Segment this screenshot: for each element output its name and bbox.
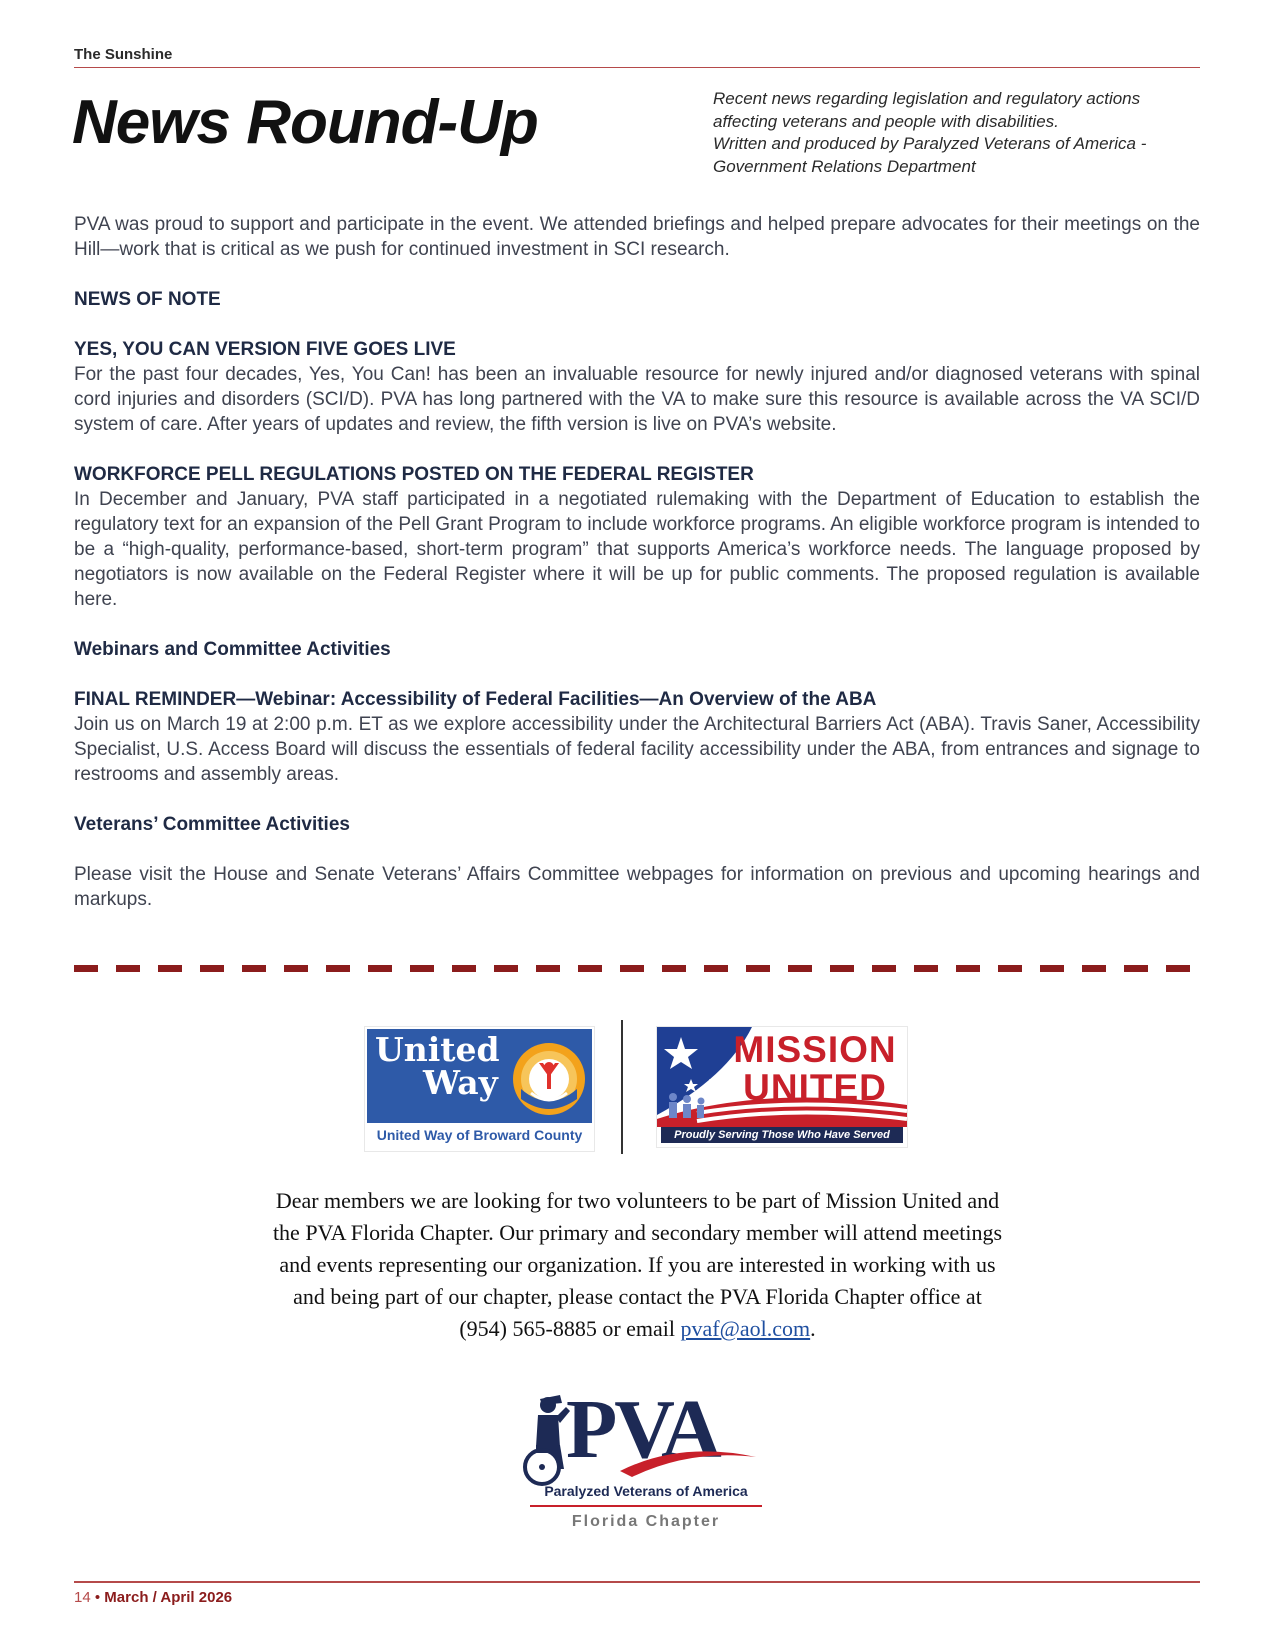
partner-logos xyxy=(364,1020,912,1154)
logo-divider xyxy=(621,1020,623,1154)
pva-chapter-name: Florida Chapter xyxy=(571,1513,721,1530)
running-head: The Sunshine xyxy=(74,46,1200,68)
pva-logo-rule xyxy=(530,1505,762,1507)
subtitle-line: Written and produced by Paralyzed Veterans of America - xyxy=(713,134,1147,153)
page-title: News Round-Up xyxy=(72,88,538,157)
notice-period: . xyxy=(810,1316,816,1341)
webinars-heading: Webinars and Committee Activities xyxy=(74,639,391,660)
united-way-line2: Way xyxy=(423,1063,498,1102)
webinar-item-body: Join us on March 19 at 2:00 p.m. ET as we explore accessibility under the Architectural Barriers Act (ABA). Travis Saner, Accessibility Specialist, U.S. Access Board will discuss the essentials of federal facility accessibility under the ABA, from entrances and signage to restrooms and assembly areas. xyxy=(74,714,1200,785)
united-way-county: United Way of Broward County xyxy=(376,1127,583,1143)
united-way-wordmark xyxy=(375,1030,500,1102)
mission-line2: UNITED xyxy=(743,1067,887,1108)
email-link[interactable]: pvaf@aol.com xyxy=(680,1316,811,1341)
mission-tagline: Proudly Serving Those Who Have Served xyxy=(661,1127,903,1143)
mission-line1: MISSION xyxy=(733,1029,897,1070)
united-way-emblem-icon xyxy=(509,1033,589,1119)
subtitle-line: affecting veterans and people with disabilities. xyxy=(713,111,1059,131)
news-item-body: In December and January, PVA staff participated in a negotiated rulemaking with the Department of Education to establish the regulatory text for an expansion of the Pell Grant Program to include workforce programs. An eligible workforce program is intended to be a “high-quality, performance-based, short-term program” that supports America’s workforce needs. The language proposed by negotiators is now available on the Federal Register where it will be up for public comments. The proposed regulation is available here. xyxy=(74,489,1200,610)
committee-heading: Veterans’ Committee Activities xyxy=(74,814,350,835)
united-way-logo xyxy=(364,1026,595,1152)
intro-paragraph: PVA was proud to support and participate in the event. We attended briefings and helped prepare advocates for their meetings on the Hill—work that is critical as we push for continued investment in SCI research. xyxy=(74,214,1200,260)
webinar-item-heading: FINAL REMINDER—Webinar: Accessibility of Federal Facilities—An Overview of the ABA xyxy=(74,689,877,710)
footer-separator: • xyxy=(94,1589,101,1606)
committee-body: Please visit the House and Senate Veterans’ Affairs Committee webpages for information on previous and upcoming hearings and markups. xyxy=(74,864,1200,910)
mission-united-wordmark xyxy=(727,1031,903,1107)
united-way-box xyxy=(367,1029,592,1123)
page-footer xyxy=(74,1589,232,1606)
pva-logo xyxy=(520,1385,760,1545)
notice-line: and events representing our organization. If you are interested in working with us xyxy=(279,1252,996,1277)
title-subtitle xyxy=(713,88,1203,178)
news-item-heading: YES, YOU CAN VERSION FIVE GOES LIVE xyxy=(74,339,456,360)
page-number: 14 xyxy=(74,1589,91,1606)
notice-contact-line xyxy=(200,1313,1075,1345)
issue-date: March / April 2026 xyxy=(104,1589,233,1606)
united-way-line1: United xyxy=(375,1030,500,1069)
notice-line: Dear members we are looking for two volunteers to be part of Mission United and xyxy=(275,1188,1000,1213)
article-body xyxy=(74,212,1200,912)
news-item-heading: WORKFORCE PELL REGULATIONS POSTED ON THE FEDERAL REGISTER xyxy=(74,464,754,485)
pva-wordmark: PVA xyxy=(566,1383,719,1476)
volunteer-notice xyxy=(200,1185,1075,1345)
mission-united-logo xyxy=(656,1026,908,1148)
dashed-divider xyxy=(74,965,1200,972)
notice-line: the PVA Florida Chapter. Our primary and secondary member will attend meetings xyxy=(272,1220,1003,1245)
subtitle-line: Government Relations Department xyxy=(713,156,976,176)
news-of-note-heading: NEWS OF NOTE xyxy=(74,289,221,310)
subtitle-line: Recent news regarding legislation and regulatory actions xyxy=(713,89,1141,108)
pva-org-name: Paralyzed Veterans of America xyxy=(544,1483,748,1499)
pva-swoosh-icon xyxy=(560,1427,760,1487)
footer-rule xyxy=(74,1581,1200,1583)
notice-line: and being part of our chapter, please contact the PVA Florida Chapter office at xyxy=(293,1284,982,1309)
news-item-body: For the past four decades, Yes, You Can! has been an invaluable resource for newly injured and/or diagnosed veterans with spinal cord injuries and disorders (SCI/D). PVA has long partnered with the VA to make sure this resource is available across the VA SCI/D system of care. After years of updates and review, the fifth version is live on PVA’s website. xyxy=(74,364,1200,435)
notice-phone: (954) 565-8885 or email xyxy=(459,1316,681,1341)
